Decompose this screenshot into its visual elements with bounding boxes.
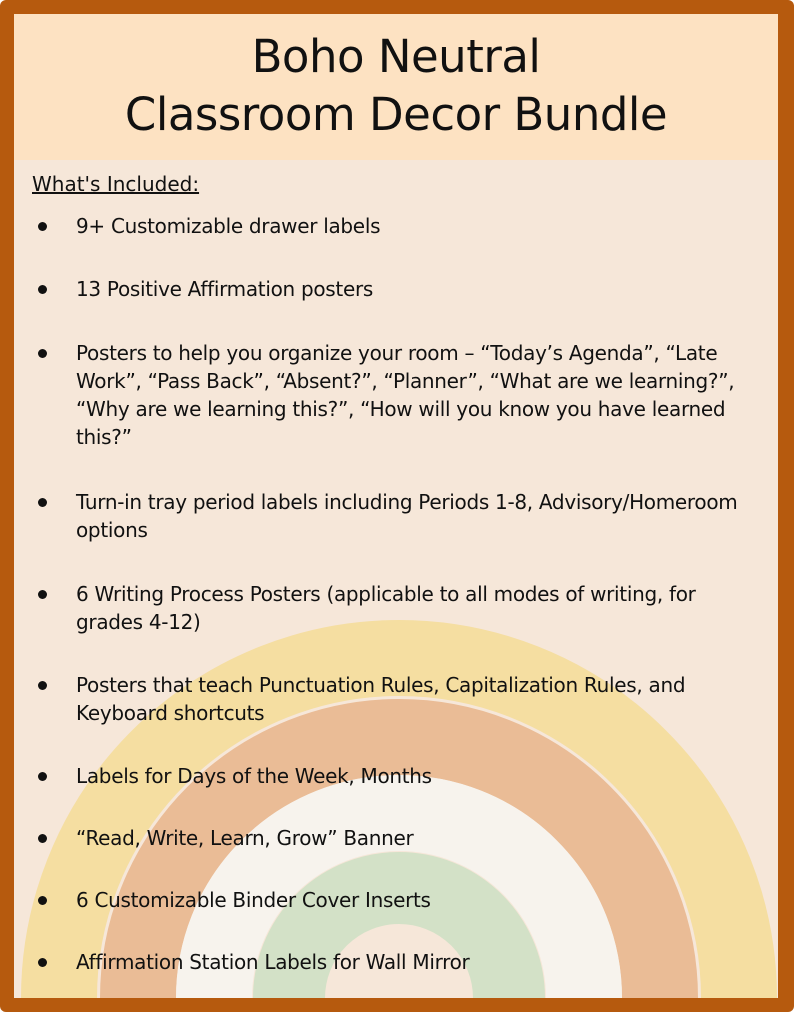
list-item [76,948,766,976]
list-item [76,339,766,451]
list-item-text: 13 Positive Affirmation posters [76,277,373,301]
list-item [76,762,766,790]
list-item-text: 6 Customizable Binder Cover Inserts [76,888,431,912]
bullet-icon [38,834,47,843]
title-line-2: Classroom Decor Bundle [124,88,668,141]
bullet-icon [38,498,47,507]
list-item-text: Turn-in tray period labels including Periods 1-8, Advisory/Homeroom options [76,490,738,542]
list-item [76,580,766,636]
bullet-icon [38,681,47,690]
title-line-1: Boho Neutral [251,30,541,83]
bullet-icon [38,772,47,781]
page-title [14,28,778,144]
list-item-text: 6 Writing Process Posters (applicable to all modes of writing, for grades 4-12) [76,582,696,634]
bullet-icon [38,896,47,905]
included-heading: What's Included: [32,172,200,196]
list-item [76,212,766,240]
page-content [14,14,778,998]
list-item-text: Labels for Days of the Week, Months [76,764,432,788]
bullet-icon [38,590,47,599]
list-item-text: Posters that teach Punctuation Rules, Capitalization Rules, and Keyboard shortcuts [76,673,686,725]
list-item-text: “Read, Write, Learn, Grow” Banner [76,826,414,850]
list-item-text: Affirmation Station Labels for Wall Mirror [76,950,470,974]
list-item-text: Posters to help you organize your room – “Today’s Agenda”, “Late Work”, “Pass Back”, “Absent?”, “Planner”, “What are we learning?”, “Why are we learning this?”, “How will you know you have learned this?” [76,341,735,449]
list-item [76,275,766,303]
list-item [76,824,766,852]
list-item [76,488,766,544]
bullet-icon [38,222,47,231]
list-item [76,671,766,727]
bullet-icon [38,349,47,358]
list-item [76,886,766,914]
list-item-text: 9+ Customizable drawer labels [76,214,381,238]
bullet-icon [38,958,47,967]
bullet-icon [38,285,47,294]
